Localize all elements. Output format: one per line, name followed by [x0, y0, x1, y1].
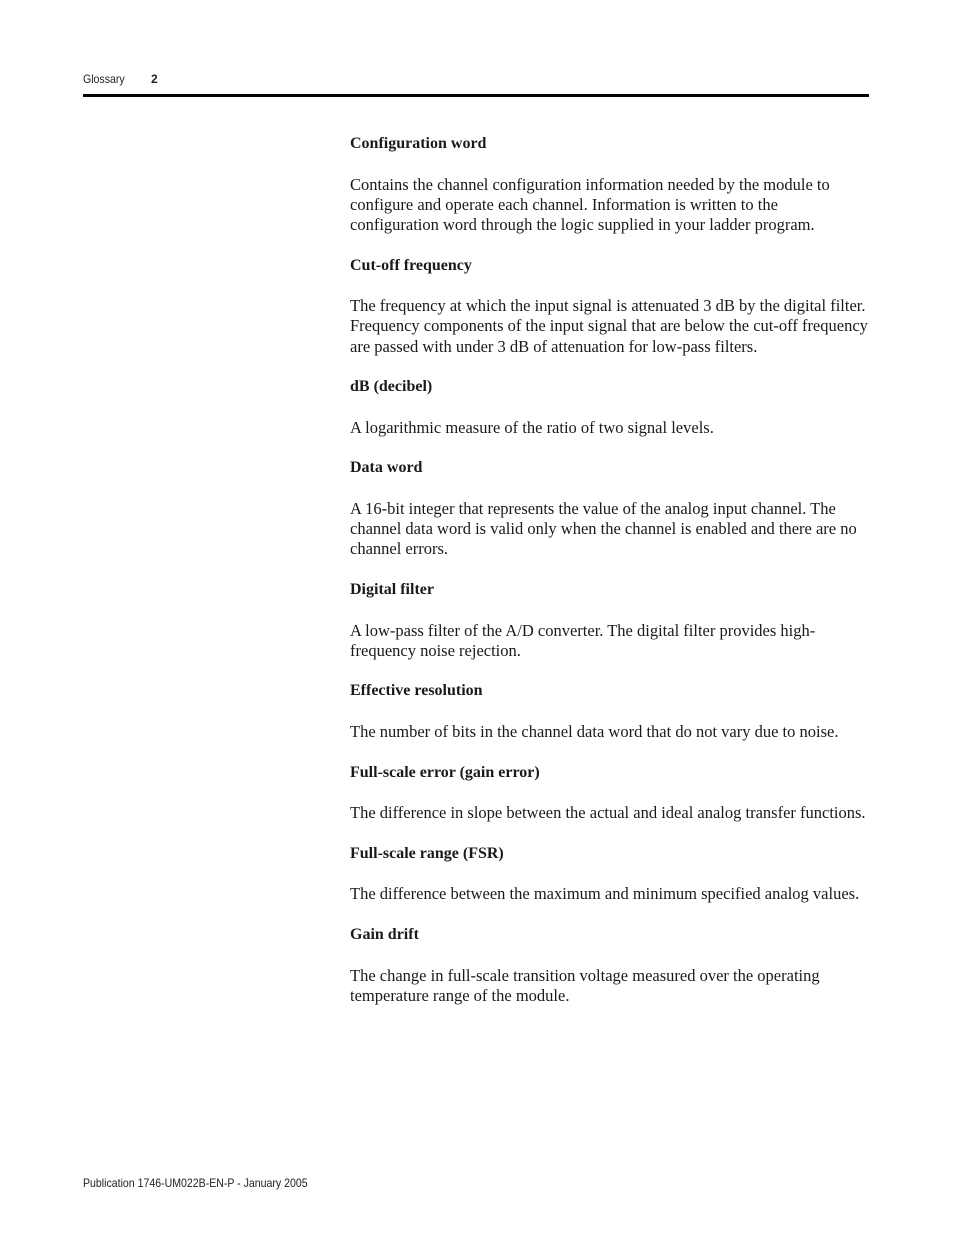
- entry-term: Full-scale range (FSR): [350, 844, 504, 862]
- entry-definition: The number of bits in the channel data word that do not vary due to noise.: [350, 721, 839, 741]
- entry-definition: A low-pass filter of the A/D converter. The digital filter provides high-frequency noise rejection.: [350, 620, 816, 660]
- entry-definition: The frequency at which the input signal is attenuated 3 dB by the digital filter. Frequency components of the input signal that are below the cut-off frequency are passed with under 3 dB of attenuation for low-pass filters.: [350, 296, 868, 356]
- glossary-entry: [350, 580, 870, 661]
- entry-definition: Contains the channel configuration information needed by the module to configure and operate each channel. Information is written to the configuration word through the logic supplied in your ladder program.: [350, 174, 830, 234]
- entry-definition: A 16-bit integer that represents the value of the analog input channel. The channel data word is valid only when the channel is enabled and there are no channel errors.: [350, 498, 857, 559]
- section-title: Glossary: [83, 72, 125, 86]
- entry-definition: The change in full-scale transition voltage measured over the operating temperature range of the module.: [350, 965, 820, 1005]
- glossary-entry: [350, 458, 870, 559]
- entry-term: Full-scale error (gain error): [350, 763, 540, 781]
- entry-term: Data word: [350, 459, 423, 477]
- page-number: 2: [151, 72, 158, 86]
- entry-definition: The difference in slope between the actual and ideal analog transfer functions.: [350, 803, 866, 823]
- glossary-entry: [350, 763, 870, 824]
- entry-definition: A logarithmic measure of the ratio of two signal levels.: [350, 417, 714, 437]
- entry-term: Effective resolution: [350, 682, 483, 700]
- entry-term: Configuration word: [350, 135, 487, 152]
- page-header: [83, 72, 869, 92]
- entry-definition: The difference between the maximum and minimum specified analog values.: [350, 884, 860, 904]
- entry-term: dB (decibel): [350, 378, 433, 396]
- entry-term: Gain drift: [350, 926, 419, 944]
- publication-footer: Publication 1746-UM022B-EN-P - January 2005: [83, 1176, 308, 1190]
- entry-term: Digital filter: [350, 581, 434, 599]
- header-rule: [83, 94, 869, 97]
- glossary-entry: [350, 134, 870, 235]
- glossary-entry: [350, 844, 870, 905]
- entry-term: Cut-off frequency: [350, 256, 472, 274]
- glossary-entry: [350, 377, 870, 438]
- glossary-entry: [350, 681, 870, 742]
- glossary-entry: [350, 256, 870, 357]
- glossary-entries: [350, 134, 870, 1026]
- glossary-entry: [350, 925, 870, 1006]
